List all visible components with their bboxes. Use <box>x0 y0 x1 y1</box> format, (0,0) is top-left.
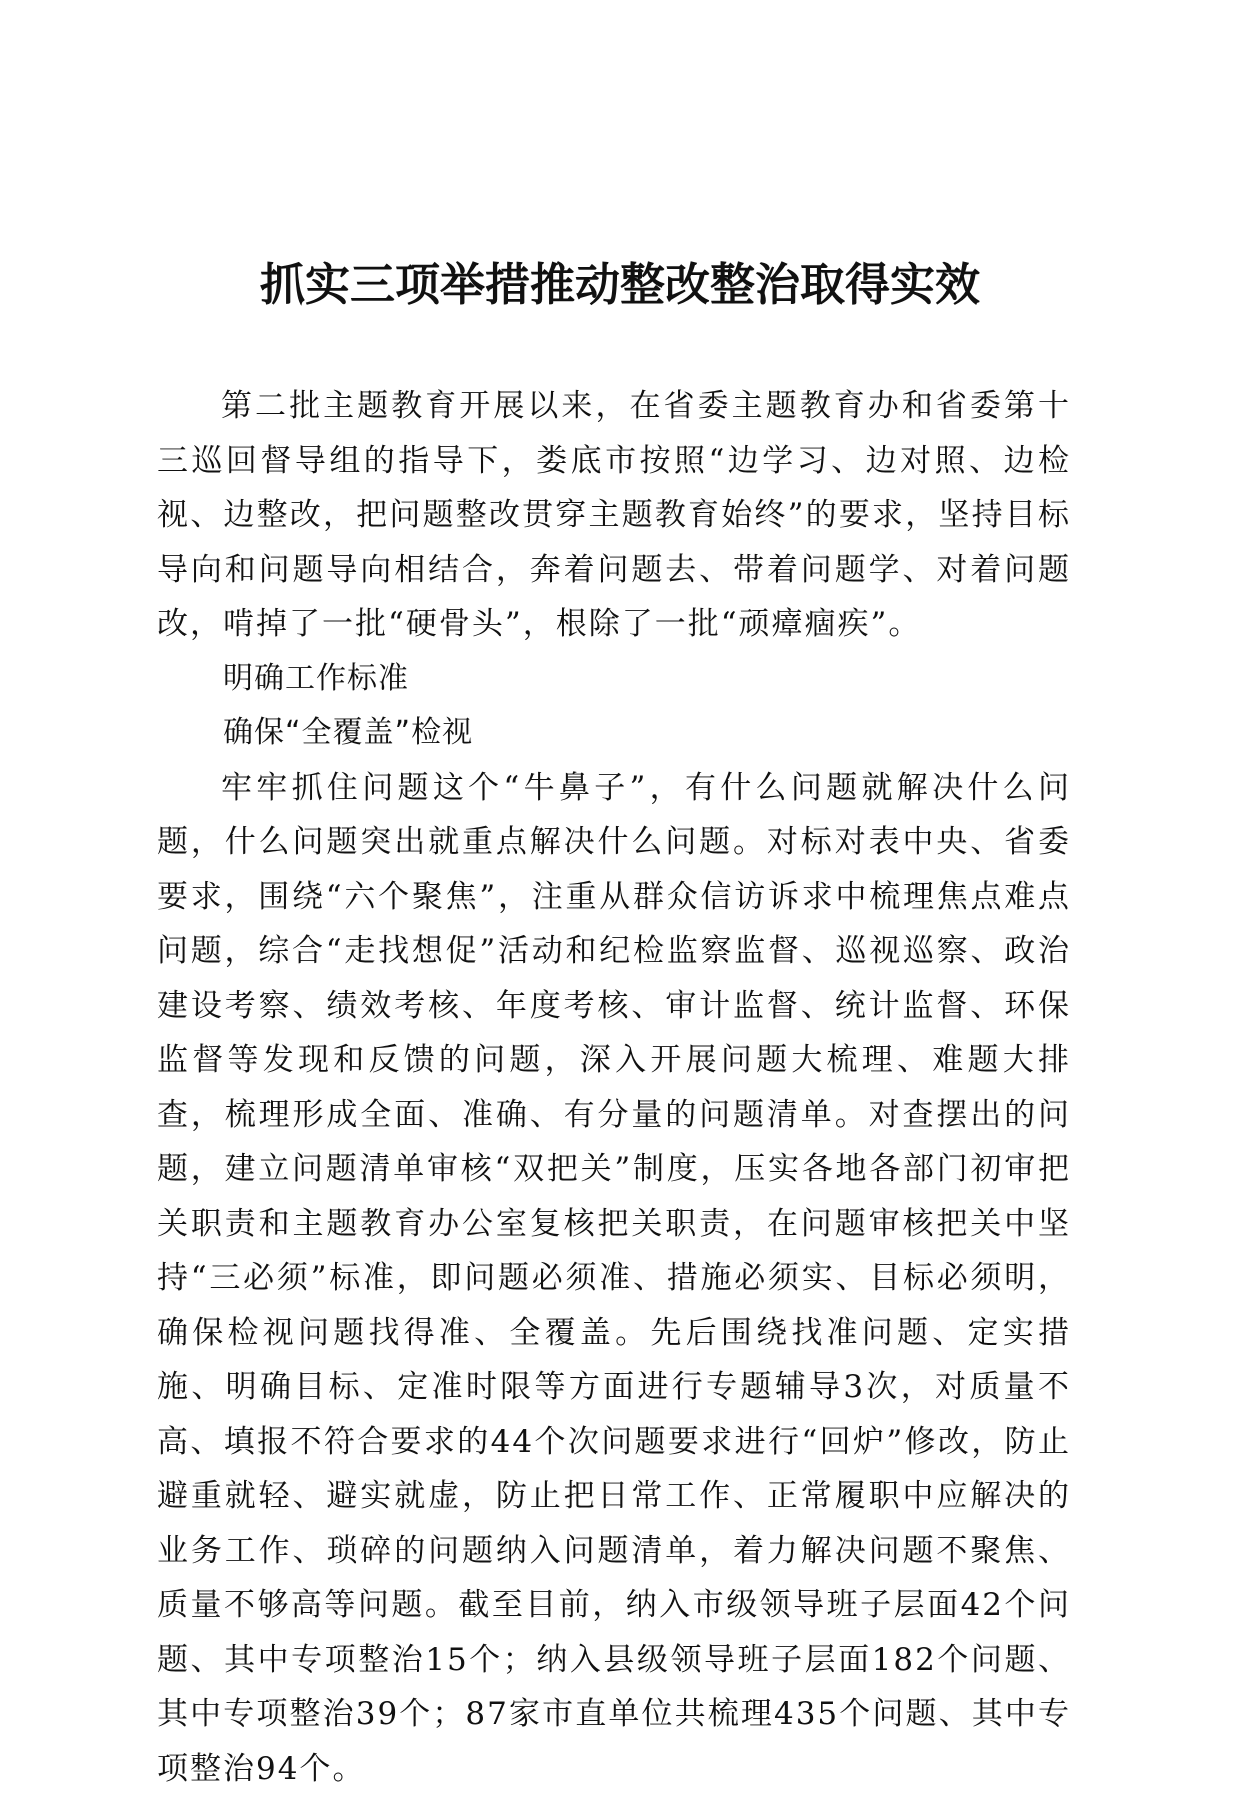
intro-paragraph: 第二批主题教育开展以来，在省委主题教育办和省委第十三巡回督导组的指导下，娄底市按照“边学习、边对照、边检视、边整改，把问题整改贯穿主题教育始终”的要求，坚持目标导向和问题导向相结合，奔着问题去、带着问题学、对着问题改，啃掉了一批“硬骨头”，根除了一批“顽瘴痼疾”。 <box>157 379 1071 652</box>
document-title: 抓实三项举措推动整改整治取得实效 <box>0 255 1240 315</box>
body-paragraph: 牢牢抓住问题这个“牛鼻子”，有什么问题就解决什么问题，什么问题突出就重点解决什么问题。对标对表中央、省委要求，围绕“六个聚焦”，注重从群众信访诉求中梳理焦点难点问题，综合“走找想促”活动和纪检监察监督、巡视巡察、政治建设考察、绩效考核、年度考核、审计监督、统计监督、环保监督等发现和反馈的问题，深入开展问题大梳理、难题大排查，梳理形成全面、准确、有分量的问题清单。对查摆出的问题，建立问题清单审核“双把关”制度，压实各地各部门初审把关职责和主题教育办公室复核把关职责，在问题审核把关中坚持“三必须”标准，即问题必须准、措施必须实、目标必须明，确保检视问题找得准、全覆盖。先后围绕找准问题、定实措施、明确目标、定准时限等方面进行专题辅导3次，对质量不高、填报不符合要求的44个次问题要求进行“回炉”修改，防止避重就轻、避实就虚，防止把日常工作、正常履职中应解决的业务工作、琐碎的问题纳入问题清单，着力解决问题不聚焦、质量不够高等问题。截至目前，纳入市级领导班子层面42个问题、其中专项整治15个；纳入县级领导班子层面182个问题、其中专项整治39个；87家市直单位共梳理435个问题、其中专项整治94个。 <box>157 761 1071 1796</box>
sub-heading: 确保“全覆盖”检视 <box>157 706 1071 761</box>
document-body <box>157 379 1071 1796</box>
section-heading: 明确工作标准 <box>157 652 1071 707</box>
